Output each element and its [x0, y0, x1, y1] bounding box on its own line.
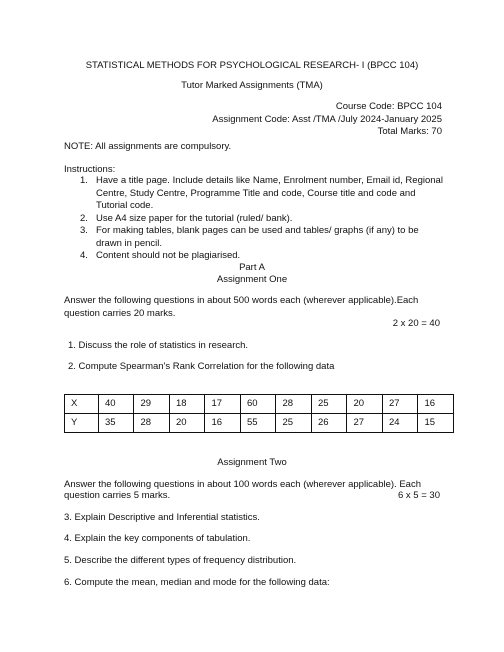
assignment-two-intro-line2: question carries 5 marks. [64, 490, 171, 501]
table-cell: 25 [276, 414, 312, 433]
question-4: 4. Explain the key components of tabulation. [64, 533, 251, 544]
table-cell: 55 [240, 414, 276, 433]
question-6: 6. Compute the mean, median and mode for the following data: [64, 577, 330, 588]
instructions-heading: Instructions: [64, 164, 116, 175]
table-cell: 35 [98, 414, 134, 433]
table-cell: 25 [311, 395, 347, 414]
question-5: 5. Describe the different types of frequency distribution. [64, 555, 297, 566]
table-cell: 40 [98, 395, 134, 414]
table-cell: Y [65, 414, 99, 433]
part-a-heading: Part A [239, 262, 265, 273]
table-cell: 27 [382, 395, 418, 414]
table-row [65, 414, 454, 433]
table-cell: 15 [418, 414, 454, 433]
table-cell: 20 [347, 395, 383, 414]
instruction-item: 4. Content should not be plagiarised. [80, 250, 241, 262]
course-code: Course Code: BPCC 104 [335, 101, 442, 112]
instruction-item: 1. Have a title page. Include details like Name, Enrolment number, Email id, Regional Centre, Study Centre, Programme Title and code, Course title and code and Tutorial code. [80, 175, 443, 212]
assignment-two-marks: 6 x 5 = 30 [398, 490, 440, 501]
table-cell: 28 [134, 414, 170, 433]
note: NOTE: All assignments are compulsory. [64, 141, 232, 152]
question-2: 2. Compute Spearman's Rank Correlation for the following data [68, 361, 335, 372]
assignment-code: Assignment Code: Asst /TMA /July 2024-January 2025 [212, 113, 442, 125]
table-cell: 20 [169, 414, 205, 433]
document-title: STATISTICAL METHODS FOR PSYCHOLOGICAL RESEARCH- I (BPCC 104) [85, 60, 419, 71]
question-1: 1. Discuss the role of statistics in research. [68, 340, 249, 351]
data-table [64, 394, 454, 433]
table-cell: 24 [382, 414, 418, 433]
instruction-item: 2. Use A4 size paper for the tutorial (ruled/ bank). [80, 212, 293, 224]
table-cell: X [65, 395, 99, 414]
table-cell: 18 [169, 395, 205, 414]
table-cell: 16 [418, 395, 454, 414]
table-cell: 17 [205, 395, 241, 414]
question-3: 3. Explain Descriptive and Inferential statistics. [64, 512, 260, 523]
assignment-two-intro-line1: Answer the following questions in about 100 words each (wherever applicable). Each [64, 479, 421, 490]
document-subtitle: Tutor Marked Assignments (TMA) [181, 80, 323, 91]
instruction-item: 3. For making tables, blank pages can be used and tables/ graphs (if any) to be drawn in pencil. [80, 225, 419, 249]
course-info [142, 101, 442, 139]
table-cell: 28 [276, 395, 312, 414]
assignment-two-heading: Assignment Two [217, 457, 287, 468]
part-a-intro: Answer the following questions in about 500 words each (wherever applicable).Each question carries 20 marks. [64, 295, 419, 319]
total-marks: Total Marks: 70 [377, 126, 442, 138]
instructions-list [80, 175, 445, 263]
table-cell: 26 [311, 414, 347, 433]
table-cell: 16 [205, 414, 241, 433]
table-cell: 27 [347, 414, 383, 433]
table-cell: 29 [134, 395, 170, 414]
assignment-one-heading: Assignment One [216, 274, 288, 285]
table-row [65, 395, 454, 414]
table-cell: 60 [240, 395, 276, 414]
part-a-marks: 2 x 20 = 40 [392, 318, 440, 329]
